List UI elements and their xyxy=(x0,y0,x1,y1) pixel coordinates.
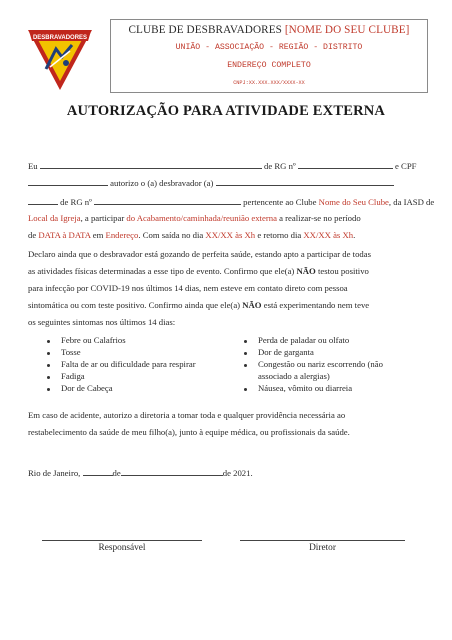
cpf-blank[interactable] xyxy=(28,177,108,186)
text-authorize: autorizo o (a) desbravador (a) xyxy=(110,178,214,188)
departure-field: XX/XX às Xh xyxy=(205,230,256,240)
text-de: de xyxy=(28,230,37,240)
text-period: a realizar-se no período xyxy=(279,213,361,223)
text-iasd: , da IASD de xyxy=(388,197,435,207)
text-period-end: . xyxy=(353,230,356,240)
bullet-icon xyxy=(47,388,50,391)
place-field: Endereço xyxy=(105,230,139,240)
text-return: e retorno dia xyxy=(257,230,302,240)
text-departure: . Com saída no dia xyxy=(138,230,204,240)
declaration-line-1: Declaro ainda que o desbravador está gozando de perfeita saúde, estando apto a participar de todas xyxy=(28,249,372,259)
pathfinder-name-blank[interactable] xyxy=(216,177,394,186)
declaration-line-3: para infecção por COVID-19 nos últimos 14 dias, nem esteve em contato direto com pessoa xyxy=(28,283,348,293)
nao-emphasis-2: NÃO xyxy=(242,300,262,310)
club-prefix: CLUBE DE DESBRAVADORES xyxy=(128,24,282,36)
svg-text:DESBRAVADORES: DESBRAVADORES xyxy=(32,35,88,41)
return-field: XX/XX às Xh xyxy=(303,230,354,240)
union-line: UNIÃO - ASSOCIAÇÃO - REGIÃO - DISTRITO xyxy=(175,43,363,52)
club-name-field: Nome do Seu Clube xyxy=(318,197,389,207)
text-de-month: de xyxy=(112,468,121,478)
bullet-icon xyxy=(244,352,247,355)
text-eu: Eu xyxy=(28,161,38,171)
text-em: em xyxy=(92,230,104,240)
body-line-1 xyxy=(28,160,417,171)
symptom-left-4: Fadiga xyxy=(61,371,85,381)
date-range-field: DATA à DATA xyxy=(38,230,91,240)
bullet-icon xyxy=(47,364,50,367)
symptom-left-5: Dor de Cabeça xyxy=(61,383,113,393)
rg-blank[interactable] xyxy=(298,160,393,169)
cnpj-line: CNPJ:XX.XXX.XXX/XXXX-XX xyxy=(233,80,305,86)
symptom-left-3: Falta de ar ou dificuldade para respirar xyxy=(61,359,196,369)
bullet-icon xyxy=(47,352,50,355)
name-blank[interactable] xyxy=(40,160,262,169)
director-signature-line[interactable] xyxy=(240,540,405,541)
header-box xyxy=(110,19,428,93)
symptom-right-4: Náusea, vômito ou diarreia xyxy=(258,383,353,393)
body-line-5 xyxy=(28,230,355,240)
symptom-right-3: Congestão ou nariz escorrendo (não xyxy=(258,359,383,369)
responsible-signature-line[interactable] xyxy=(42,540,202,541)
nao-emphasis-1: NÃO xyxy=(296,266,316,276)
document-title: AUTORIZAÇÃO PARA ATIVIDADE EXTERNA xyxy=(66,103,386,119)
rg-blank-2[interactable] xyxy=(94,196,241,205)
event-field: do Acabamento/caminhada/reunião externa xyxy=(126,213,277,223)
declaration-line-2 xyxy=(28,266,369,276)
bullet-icon xyxy=(244,340,247,343)
symptom-left-1: Febre ou Calafrios xyxy=(61,335,126,345)
city-label: Rio de Janeiro, xyxy=(28,468,81,478)
director-label: Diretor xyxy=(309,543,336,553)
bullet-icon xyxy=(244,364,247,367)
bullet-icon xyxy=(47,340,50,343)
declaration-text-a: as atividades físicas determinadas a esse tipo de evento. Confirmo que ele(a) xyxy=(28,266,295,276)
body-line-4 xyxy=(28,213,361,223)
declaration-line-5: os seguintes sintomas nos últimos 14 dias: xyxy=(28,317,176,327)
address-line: ENDEREÇO COMPLETO xyxy=(227,61,311,70)
declaration-line-4 xyxy=(28,300,369,310)
body-line-2 xyxy=(28,177,394,188)
month-blank[interactable] xyxy=(121,467,223,476)
church-field: Local da Igreja xyxy=(28,213,81,223)
club-title xyxy=(111,24,427,36)
text-rg-2: de RG nº xyxy=(60,197,92,207)
responsible-label: Responsável xyxy=(98,543,146,553)
day-blank[interactable] xyxy=(83,467,113,476)
declaration-text-c: sintomática ou com teste positivo. Confirmo ainda que ele(a) xyxy=(28,300,241,310)
year-text: de 2021. xyxy=(222,468,253,478)
bullet-icon xyxy=(47,376,50,379)
date-line xyxy=(28,467,253,478)
declaration-text-b: testou positivo xyxy=(317,266,369,276)
bullet-icon xyxy=(244,388,247,391)
text-rg: de RG nº xyxy=(264,161,296,171)
lead-blank[interactable] xyxy=(28,196,58,205)
accident-line-2: restabelecimento da saúde de meu filho(a), junto à equipe médica, ou profissionais da saúde. xyxy=(28,427,350,437)
symptom-right-1: Perda de paladar ou olfato xyxy=(258,335,350,345)
text-participate: , a participar xyxy=(80,213,125,223)
body-line-3 xyxy=(28,196,434,207)
symptom-left-2: Tosse xyxy=(61,347,81,357)
accident-line-1: Em caso de acidente, autorizo a diretoria a tomar toda e qualquer providência necessária ao xyxy=(28,410,346,420)
text-cpf: e CPF xyxy=(395,161,417,171)
club-name: [NOME DO SEU CLUBE] xyxy=(284,24,410,36)
symptom-right-3-cont: associado a alergias) xyxy=(258,371,330,381)
declaration-text-d: está experimentando nem teve xyxy=(263,300,370,310)
symptom-right-2: Dor de garganta xyxy=(258,347,314,357)
text-belongs: pertencente ao Clube xyxy=(243,197,317,207)
club-logo xyxy=(26,27,94,93)
